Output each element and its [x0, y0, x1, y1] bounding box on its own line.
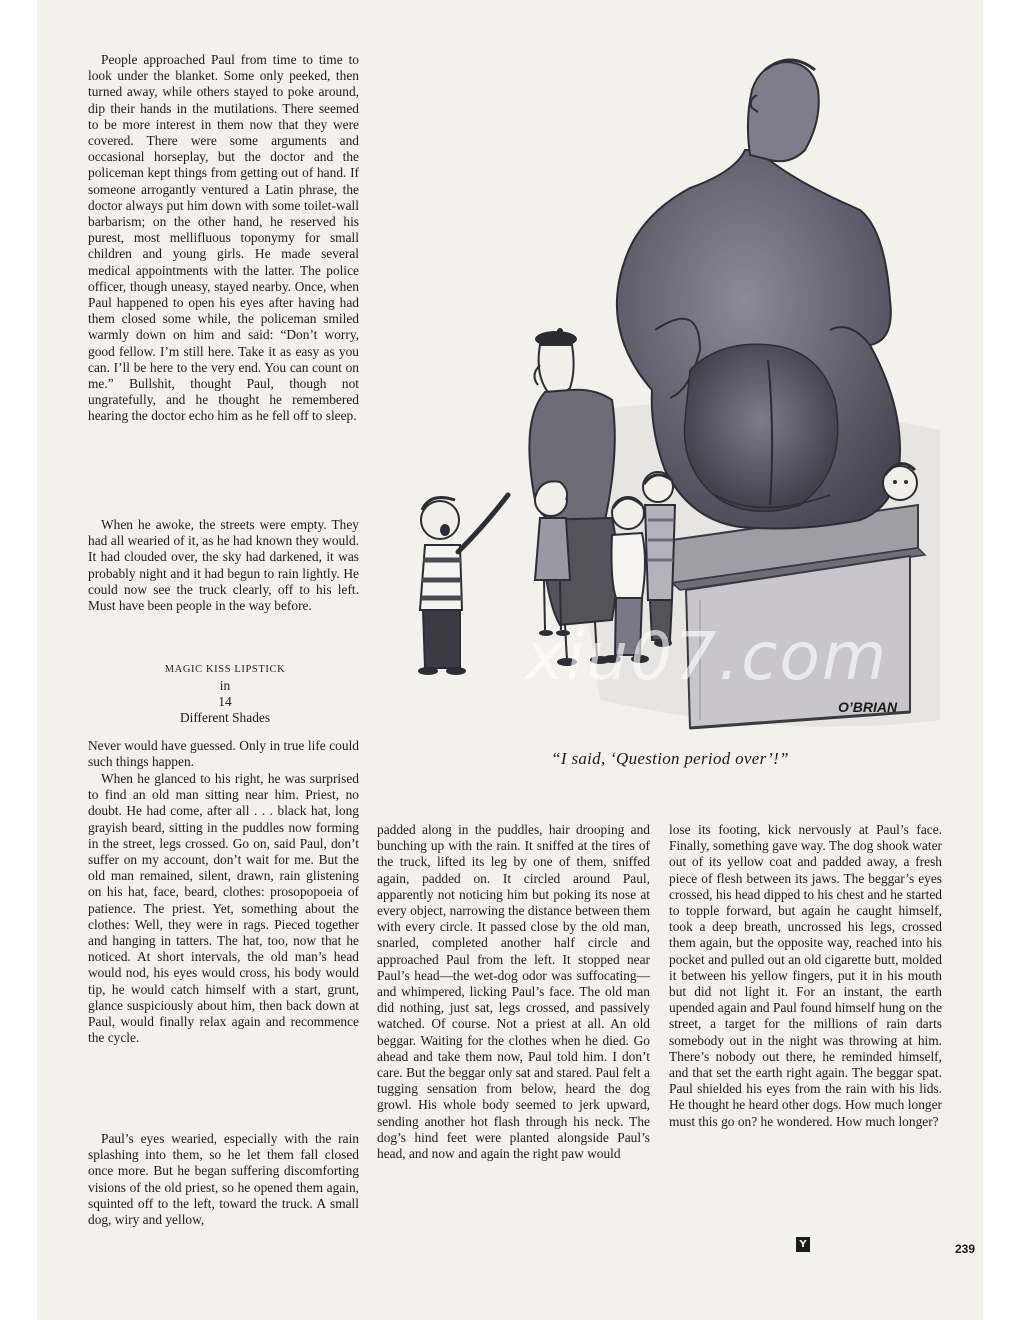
left-paragraph-1: People approached Paul from time to time to look under the blanket. Some only peeked, then turned away, while others stayed to poke around, dip their hands in the mutilations. There seemed to be more interest in them now that they were covered. There were some arguments and occasional horseplay, but the doctor and the policeman kept things from getting out of hand. If someone arrogantly ventured a Latin phrase, the doctor always put him down with some toilet-wall barbarism; on the other hand, he reserved his purest, most mellifluous toponymy for small children and young girls. He made several medical appointments with the latter. The police officer, though uneasy, stayed nearby. Once, when Paul happened to open his eyes after having had them closed some while, the policeman smiled warmly down on him and said: “Don’t worry, good fellow. I’m still here. Take it as easy as you can. I’ll be here to the very end. You can count on me.” Bullshit, thought Paul, though not ungratefully, and he thought he remembered hearing the doctor echo him as he fell off to sleep. — [88, 52, 359, 424]
pointing-boy-figure — [418, 495, 508, 675]
ad-line-in: in — [219, 678, 231, 693]
ad-line-brand: MAGIC KISS LIPSTICK — [164, 664, 286, 675]
watermark: xiu07.com — [525, 618, 889, 695]
artist-signature: O’BRIAN — [838, 699, 898, 715]
playboy-bunny-icon: Y — [796, 1237, 810, 1252]
middle-paragraph-1: padded along in the puddles, hair drooping and bunching up with the rain. It sniffed at the tires of the truck, lifted its leg by one of them, sniffed again, padded on. It circled around Paul, apparently not noticing him but poking its nose at every object, narrowing the distance between them with every circle. It passed close by the old man, snarled, completed another half circle and approached Paul from the left. It stopped near Paul’s head—the wet-dog odor was suffocating—and whimpered, licking Paul’s face. The old man did nothing, just sat, legs crossed, and passively watched. Of course. Not a priest at all. An old beggar. Waiting for the clothes when he died. Go ahead and take them now, Paul told him. I don’t care. But the beggar only sat and stared. Paul felt a tugging sensation from below, heard the dog growl. His whole body seemed to jerk upward, sending another hot flash through his neck. The dog’s hind feet were planted alongside Paul’s head, and now and again the right paw would — [377, 822, 650, 1162]
left-paragraph-2: When he awoke, the streets were empty. They had all wearied of it, as he had known they would. It had clouded over, the sky had darkened, it was probably night and it had begun to rain lightly. He could now see the truck clearly, off to his left. Must have been people in the way before. — [88, 517, 359, 614]
right-paragraph-1: lose its footing, kick nervously at Paul’s face. Finally, something gave way. The dog shook water out of its yellow coat and padded away, a fresh piece of flesh between its jaws. The beggar’s eyes crossed, his head dipped to his chest and he started to topple forward, but again he caught himself, took a deep breath, uncrossed his legs, crossed them again, but the opposite way, reached into his pocket and pulled out an old cigarette butt, molded it between his yellow fingers, put it in his mouth but did not light it. For an instant, the earth upended again and Paul found himself hung on the street, a target for the millions of rain darts somebody out in the night was throwing at him. There’s nobody out there, he reminded himself, and that set the earth right again. The beggar spat. Paul shielded his eyes from the rain with his lids. He thought he heard other dogs. How much longer must this go on? he wondered. How much longer? — [669, 822, 942, 1129]
lipstick-ad — [110, 662, 340, 726]
left-paragraph-4: When he glanced to his right, he was surprised to find an old man sitting near him. Priest, no doubt. He had come, after all . . . black hat, long grayish beard, sitting in the puddles now forming in the street, legs crossed. Go on, said Paul, don’t suffer on my account, don’t wait for me. But the old man remained, silent, drawn, rain glistening on his hat, face, beard, clothes: prosopopoeia of patience. The priest. Yet, something about the clothes: Well, they were in rags. Pieced together and hanging in tatters. The hat, too, now that he noticed. At short intervals, the old man’s head would nod, his eyes would cross, his body would tip, he would catch himself with a start, grunt, glance suspiciously about him, then back down at Paul, would finally relax again and recommence the cycle. — [88, 771, 359, 1046]
page-number: 239 — [955, 1242, 976, 1256]
cartoon-caption: “I said, ‘Question period over’!” — [551, 749, 789, 768]
ad-line-count: 14 — [218, 694, 232, 709]
ad-line-shades: Different Shades — [179, 710, 271, 725]
left-paragraph-5: Paul’s eyes wearied, especially with the rain splashing into them, so he let them fall closed once more. But he began suffering discomforting visions of the old priest, so he opened them again, squinted off to the left, toward the truck. A small dog, wiry and yellow, — [88, 1131, 359, 1228]
left-paragraph-3: Never would have guessed. Only in true life could such things happen. — [88, 738, 359, 770]
